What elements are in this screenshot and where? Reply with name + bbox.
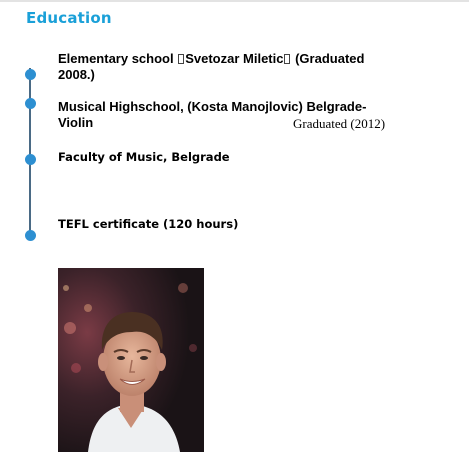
entry-line: Elementary school Svetozar Miletic (Graduated — [58, 51, 365, 66]
section-heading-education: Education — [26, 9, 112, 27]
timeline-dot — [25, 69, 36, 80]
entry-line: Musical Highschool, (Kosta Manojlovic) Belgrade- — [58, 99, 367, 114]
graduation-note: Graduated (2012) — [293, 116, 386, 131]
timeline-dot — [25, 230, 36, 241]
timeline-dot — [25, 98, 36, 109]
entry-line: Violin — [58, 115, 94, 130]
entry-line: 2008.) — [58, 67, 95, 82]
profile-photo — [58, 268, 204, 452]
education-entry-tefl: TEFL certificate (120 hours) — [58, 217, 239, 231]
timeline-dot — [25, 154, 36, 165]
education-entry-faculty: Faculty of Music, Belgrade — [58, 150, 230, 164]
missing-glyph-icon — [178, 54, 184, 64]
timeline-line — [29, 68, 31, 238]
top-divider — [0, 0, 469, 2]
missing-glyph-icon — [284, 54, 290, 64]
education-entry-elementary — [58, 51, 364, 83]
